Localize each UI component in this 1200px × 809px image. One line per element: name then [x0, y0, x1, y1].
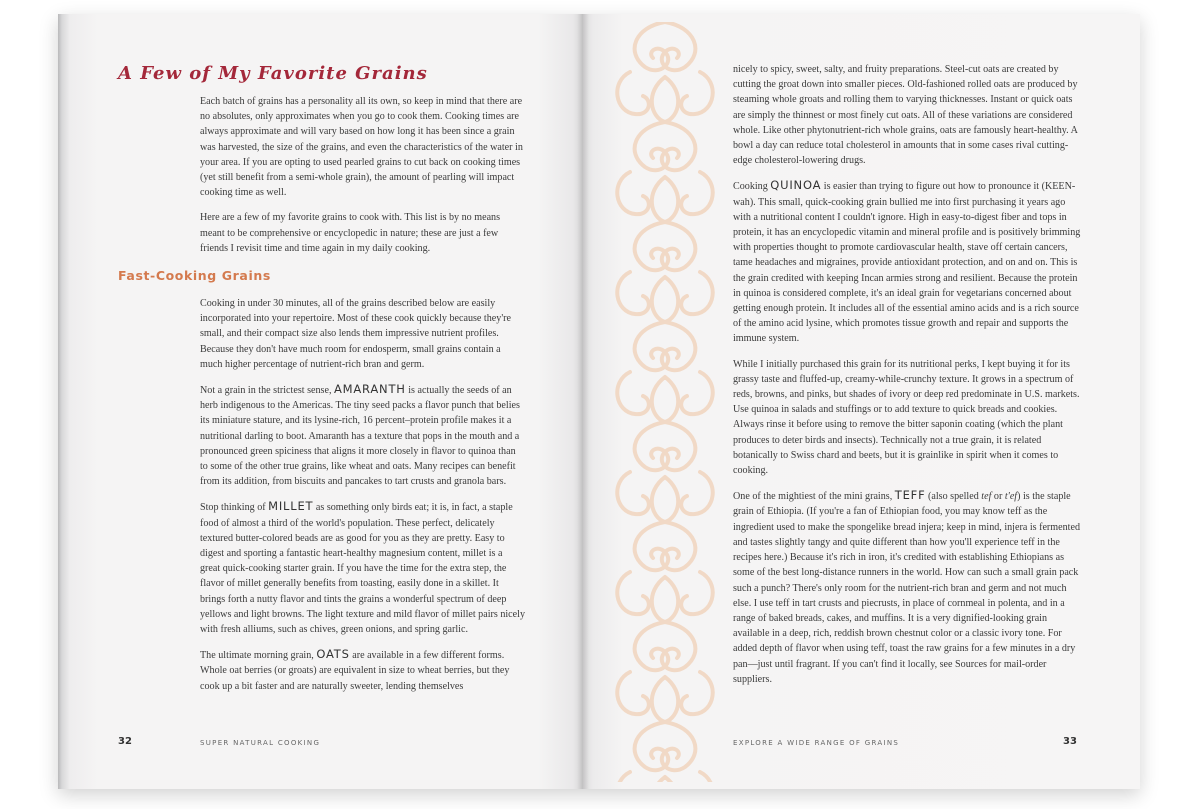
running-footer: SUPER NATURAL COOKING: [200, 739, 321, 747]
right-page: [583, 14, 1140, 789]
book-spine: [577, 14, 589, 789]
book-spread: [58, 14, 1140, 789]
amaranth-paragraph: Not a grain in the strictest sense, AMARANTH is actually the seeds of an herb indigenous to the Americas. The tiny seed packs a flavor punch that belies its miniature stature, and its lysine-rich, 16 percent–protein profile makes it a nutritional darling to boot. Amaranth has a texture that pops in the mouth and a pronounced green spiciness that aligns it more closely in flavor to quinoa than to some of the other true grains, like wheat and oats. Many recipes can benefit from its addition, from biscuits and pancakes to tart crusts and granola bars.: [200, 382, 520, 488]
left-page: [58, 14, 583, 789]
teff-paragraph: One of the mightiest of the mini grains, TEFF (also spelled tef or t'ef) is the staple grain of Ethiopia. (If you're a fan of Ethiopian food, you may know teff as the ingredient used to make the spongelike bread injera; keep in mind, injera is fermented and tastes slightly tangy and quite different than how you'll experience teff in the recipes here.) Because it's rich in iron, it's credited with establishing Ethiopians as some of the best long-distance runners in the world. How can such a small grain pack such a punch? There's only room for the nutrient-rich bran and germ and not much else. I use teff in tart crusts and piecrusts, in place of cornmeal in polenta, and in a range of baked breads, cakes, and muffins. It is a very dignified-looking grain available in a deep, rich, reddish brown chestnut color or a classic ivory tone. For added depth of flavor when using teff, toast the raw grains for a few minutes in a dry pan—just until fragrant. If you can't find it locally, see Sources for mail-order suppliers.: [733, 488, 1080, 685]
grain-keyword-teff: TEFF: [894, 488, 926, 503]
page-number: 32: [118, 736, 132, 747]
scroll-ornament: [605, 22, 725, 782]
quinoa-paragraph-2: While I initially purchased this grain for its nutritional perks, I kept buying it for its grassy taste and fluffed-up, creamy-while-crunchy texture. It grows in a spectrum of reds, browns, and pinks, but shades of ivory or deep red predominate in U.S. markets. Use quinoa in salads and stuffings or to add texture to quick breads and cookies. Always rinse it before using to remove the bitter saponin coating (which the plant produces to deter birds and insects). Technically not a true grain, it is related botanically to Swiss chard and beets, but it is grainlike in spirit when it comes to cooking.: [733, 358, 1080, 477]
grain-keyword-amaranth: AMARANTH: [334, 382, 406, 397]
oats-continued-paragraph: nicely to spicy, sweet, salty, and fruity preparations. Steel-cut oats are created by cutting the groat down into smaller pieces. Old-fashioned rolled oats are produced by steaming whole groats and rolling them to varying thicknesses. Instant or quick oats are simply the thinnest or most finely cut oats. All of these variations are considered whole. Like other phytonutrient-rich whole grains, oats are famously heart-healthy. A bowl a day can reduce total cholesterol in amounts that in some cases rival cutting-edge cholesterol-lowering drugs.: [733, 64, 1078, 167]
quinoa-paragraph: Cooking QUINOA is easier than trying to figure out how to pronounce it (KEEN-wah). This small, quick-cooking grain bullied me into first purchasing it years ago with a nutritional content I couldn't ignore. High in easy-to-digest fiber and tops in protein, it has an encyclopedic vitamin and mineral profile and is positively brimming with properties thought to promote cardiovascular health, stave off certain cancers, tame headaches and migraines, provide antioxidant protection, and on and on. This is the grain credited with keeping Incan armies strong and resilient. Because the protein in quinoa is considered complete, it's an ideal grain for vegetarians concerned about getting enough protein. It includes all of the essential amino acids and is a rich source of the amino acid lysine, which promotes tissue growth and repair and supports the immune system.: [733, 178, 1081, 345]
fast-intro-paragraph: Cooking in under 30 minutes, all of the grains described below are easily incorporated into your repertoire. Most of these cook quickly because they're small, and their compact size also lends them impressive nutrient profiles. Because they don't have much room for endosperm, small grains contain a much higher percentage of nutrient-rich bran and germ.: [200, 298, 511, 370]
fast-grains-column: [200, 296, 525, 704]
page-heading: A Few of My Favorite Grains: [118, 63, 428, 84]
grain-keyword-millet: MILLET: [268, 499, 314, 514]
grain-keyword-oats: OATS: [316, 647, 350, 662]
grain-keyword-quinoa: QUINOA: [770, 178, 822, 193]
intro-column: [200, 94, 525, 266]
running-footer: EXPLORE A WIDE RANGE OF GRAINS: [733, 739, 900, 747]
intro-paragraph: Here are a few of my favorite grains to cook with. This list is by no means meant to be comprehensive or encyclopedic in nature; these are just a few friends I revisit time and time again in my daily cooking.: [200, 212, 501, 254]
page-number: 33: [1063, 736, 1077, 747]
right-column: [733, 62, 1085, 697]
millet-paragraph: Stop thinking of MILLET as something only birds eat; it is, in fact, a staple food of almost a third of the world's population. These perfect, delicately textured butter-colored beads are as good for you as they are pretty. Easy to digest and sporting a fantastic heart-healthy magnesium content, millet is a great quick-cooking starter grain. If you have the time for the extra step, the flavor of millet generally benefits from toasting, easily done in a skillet. It brings forth a nutty flavor and tints the grains a wonderful spectrum of deep yellows and light browns. The light texture and mild flavor of millet pairs nicely with fresh alliums, such as chives, green onions, and spring garlic.: [200, 499, 525, 636]
intro-paragraph: Each batch of grains has a personality all its own, so keep in mind that there are no absolutes, only approximates when you go to cook them. Cooking times are always approximate and will vary based on how long it has been since a grain was harvested, the size of the grains, and even the characteristics of the water in your area. If you are opting to used pearled grains to cut back on cooking times (yet still benefit from a semi-whole grain), the amount of pearling will impact cooking time as well.: [200, 96, 523, 199]
oats-paragraph: The ultimate morning grain, OATS are available in a few different forms. Whole oat berries (or groats) are equivalent in size to wheat berries, but they cook up a bit faster and are naturally sweeter, lending themselves: [200, 647, 510, 692]
section-heading: Fast-Cooking Grains: [118, 268, 271, 283]
